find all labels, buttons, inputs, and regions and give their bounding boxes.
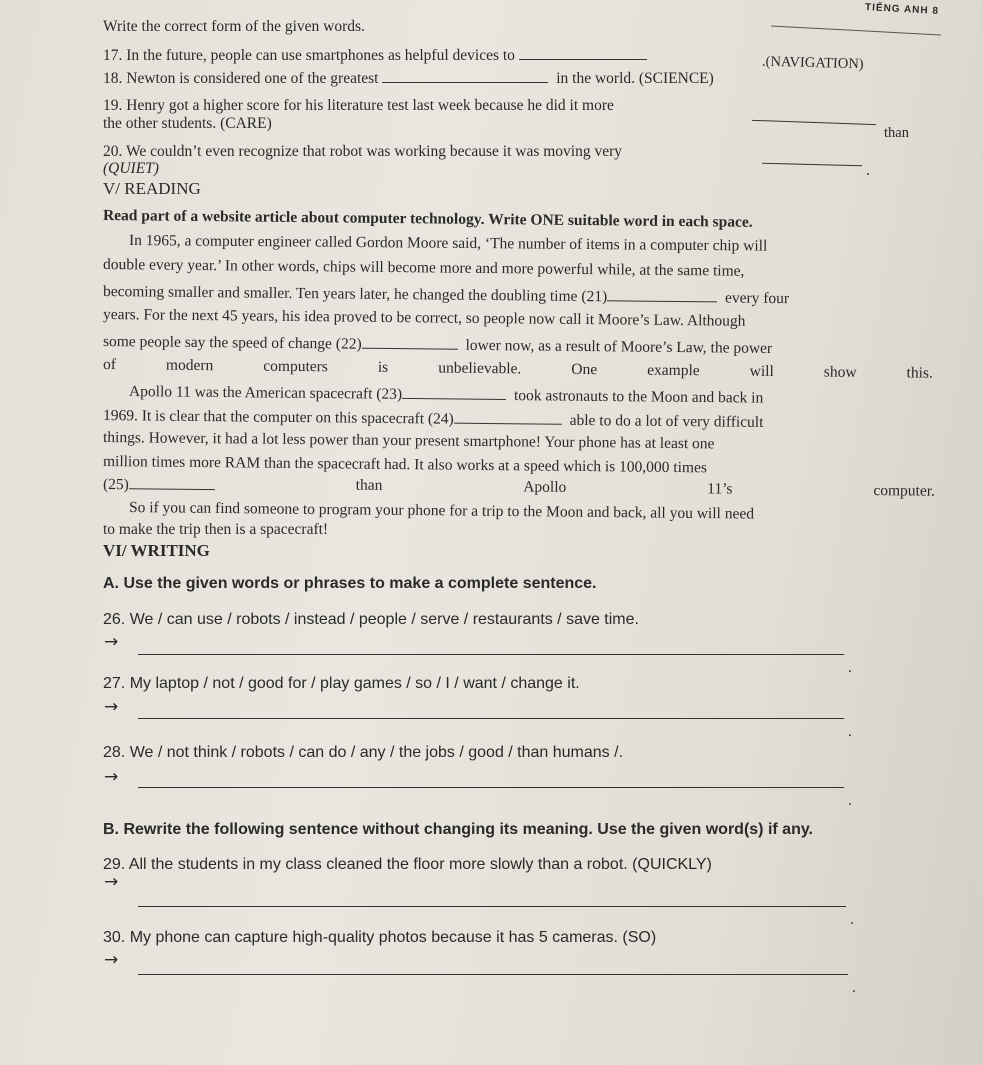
answer-blank-19[interactable] xyxy=(752,120,876,125)
reading-line-6-word: One xyxy=(571,360,598,379)
reading-line-6-word: is xyxy=(377,358,389,376)
question-19: 19. Henry got a higher score for his literature test last week because he did it more xyxy=(103,97,614,114)
period-27: . xyxy=(848,724,852,740)
reading-line-6-word: this. xyxy=(906,364,933,382)
question-17 xyxy=(103,45,647,65)
reading-line-6-word: will xyxy=(749,362,774,381)
question-19-than: than xyxy=(884,125,909,141)
reading-line-5 xyxy=(103,331,772,358)
answer-line-30[interactable] xyxy=(138,974,848,975)
reading-heading: V/ READING xyxy=(103,179,201,198)
question-20: 20. We couldn’t even recognize that robot was working because it was moving very xyxy=(103,143,623,160)
reading-line-10: million times more RAM than the spacecraft had. It also works at a speed which is 100,000 times xyxy=(102,453,708,477)
answer-blank-17[interactable] xyxy=(519,45,647,60)
reading-line-11-word: 11’s xyxy=(707,480,733,498)
reading-line-6-word: example xyxy=(647,361,700,380)
reading-line-1: In 1965, a computer engineer called Gordon Moore said, ‘The number of items in a computer chip will xyxy=(128,232,768,255)
period-28: . xyxy=(848,793,852,809)
question-19-tail: the other students. (CARE) xyxy=(103,115,272,132)
question-18 xyxy=(103,68,714,88)
header-tag: TIẾNG ANH 8 xyxy=(864,2,940,17)
reading-line-8-end: able to do a lot of very difficult xyxy=(569,411,764,431)
answer-line-29[interactable] xyxy=(138,906,846,907)
writing-part-b: B. Rewrite the following sentence without changing its meaning. Use the given word(s) if any. xyxy=(103,821,813,838)
period-29: . xyxy=(850,912,854,928)
reading-line-8-start: 1969. It is clear that the computer on this spacecraft (24) xyxy=(102,407,454,428)
reading-line-7-start: Apollo 11 was the American spacecraft (23) xyxy=(128,383,403,403)
period-26: . xyxy=(848,660,852,676)
question-30: 30. My phone can capture high-quality photos because it has 5 cameras. (SO) xyxy=(103,929,657,946)
reading-line-6-word: unbelievable. xyxy=(438,359,522,378)
answer-blank-20[interactable] xyxy=(762,163,862,167)
reading-line-8 xyxy=(103,405,764,432)
question-17-cue: .(NAVIGATION) xyxy=(761,53,864,73)
reading-line-5-end: lower now, as a result of Moore’s Law, the power xyxy=(465,336,773,358)
reading-line-4: years. For the next 45 years, his idea proved to be correct, so people now call it Moore’s Law. Although xyxy=(102,306,746,330)
reading-line-11-num: (25) xyxy=(102,476,129,494)
question-26: 26. We / can use / robots / instead / people / serve / restaurants / save time. xyxy=(103,611,639,628)
reading-line-7 xyxy=(129,381,763,408)
reading-instruction: Read part of a website article about computer technology. Write ONE suitable word in each space. xyxy=(102,207,753,231)
answer-line-26[interactable] xyxy=(138,654,844,655)
reading-line-12: So if you can find someone to program your phone for a trip to the Moon and back, all you will need xyxy=(128,499,755,523)
reading-line-3-start: becoming smaller and smaller. Ten years later, he changed the doubling time (21) xyxy=(102,283,608,306)
answer-blank-21[interactable] xyxy=(607,286,717,302)
question-18-tail: in the world. (SCIENCE) xyxy=(556,70,714,87)
question-29: 29. All the students in my class cleaned the floor more slowly than a robot. (QUICKLY) xyxy=(103,856,712,873)
question-17-text: 17. In the future, people can use smartphones as helpful devices to xyxy=(103,47,515,64)
answer-blank-24[interactable] xyxy=(454,409,562,425)
answer-blank-22[interactable] xyxy=(362,334,458,350)
question-20-cue: (QUIET) xyxy=(103,160,159,177)
answer-blank-18[interactable] xyxy=(382,68,548,83)
reading-line-7-end: took astronauts to the Moon and back in xyxy=(513,387,764,407)
reading-line-9: things. However, it had a lot less power than your present smartphone! Your phone has at least one xyxy=(102,429,715,453)
reading-line-2: double every year.’ In other words, chips will become more and more powerful while, at the same time, xyxy=(102,256,745,280)
reading-line-3 xyxy=(103,281,789,308)
reading-line-6-word: modern xyxy=(165,356,214,375)
arrow-icon: → xyxy=(104,632,119,652)
arrow-icon: → xyxy=(104,950,119,970)
reading-line-11-word: Apollo xyxy=(523,478,567,496)
arrow-icon: → xyxy=(104,697,119,717)
question-27: 27. My laptop / not / good for / play games / so / I / want / change it. xyxy=(103,675,580,692)
arrow-icon: → xyxy=(104,872,119,892)
word-form-instruction: Write the correct form of the given words. xyxy=(103,18,365,35)
reading-line-6-word: show xyxy=(823,363,857,381)
reading-line-6-word: of xyxy=(102,356,117,374)
answer-blank-25[interactable] xyxy=(129,474,215,490)
question-18-text: 18. Newton is considered one of the greatest xyxy=(103,70,379,87)
question-20-end: . xyxy=(866,162,870,179)
reading-line-3-end: every four xyxy=(724,289,790,308)
period-30: . xyxy=(852,980,856,996)
reading-line-6 xyxy=(103,356,933,383)
answer-blank-23[interactable] xyxy=(402,384,506,400)
arrow-icon: → xyxy=(104,767,119,787)
writing-part-a: A. Use the given words or phrases to make a complete sentence. xyxy=(103,575,597,592)
reading-line-11-word: computer. xyxy=(873,482,936,500)
reading-line-13: to make the trip then is a spacecraft! xyxy=(103,521,329,538)
answer-line-28[interactable] xyxy=(138,787,844,788)
reading-line-5-start: some people say the speed of change (22) xyxy=(102,333,362,353)
reading-line-11-word: than xyxy=(355,476,383,494)
question-28: 28. We / not think / robots / can do / any / the jobs / good / than humans /. xyxy=(103,744,624,761)
reading-line-6-word: computers xyxy=(263,357,328,376)
reading-line-11-start xyxy=(103,474,215,495)
writing-heading: VI/ WRITING xyxy=(103,541,210,560)
answer-line-27[interactable] xyxy=(138,718,844,719)
header-divider xyxy=(771,26,941,36)
reading-line-11 xyxy=(103,474,935,503)
